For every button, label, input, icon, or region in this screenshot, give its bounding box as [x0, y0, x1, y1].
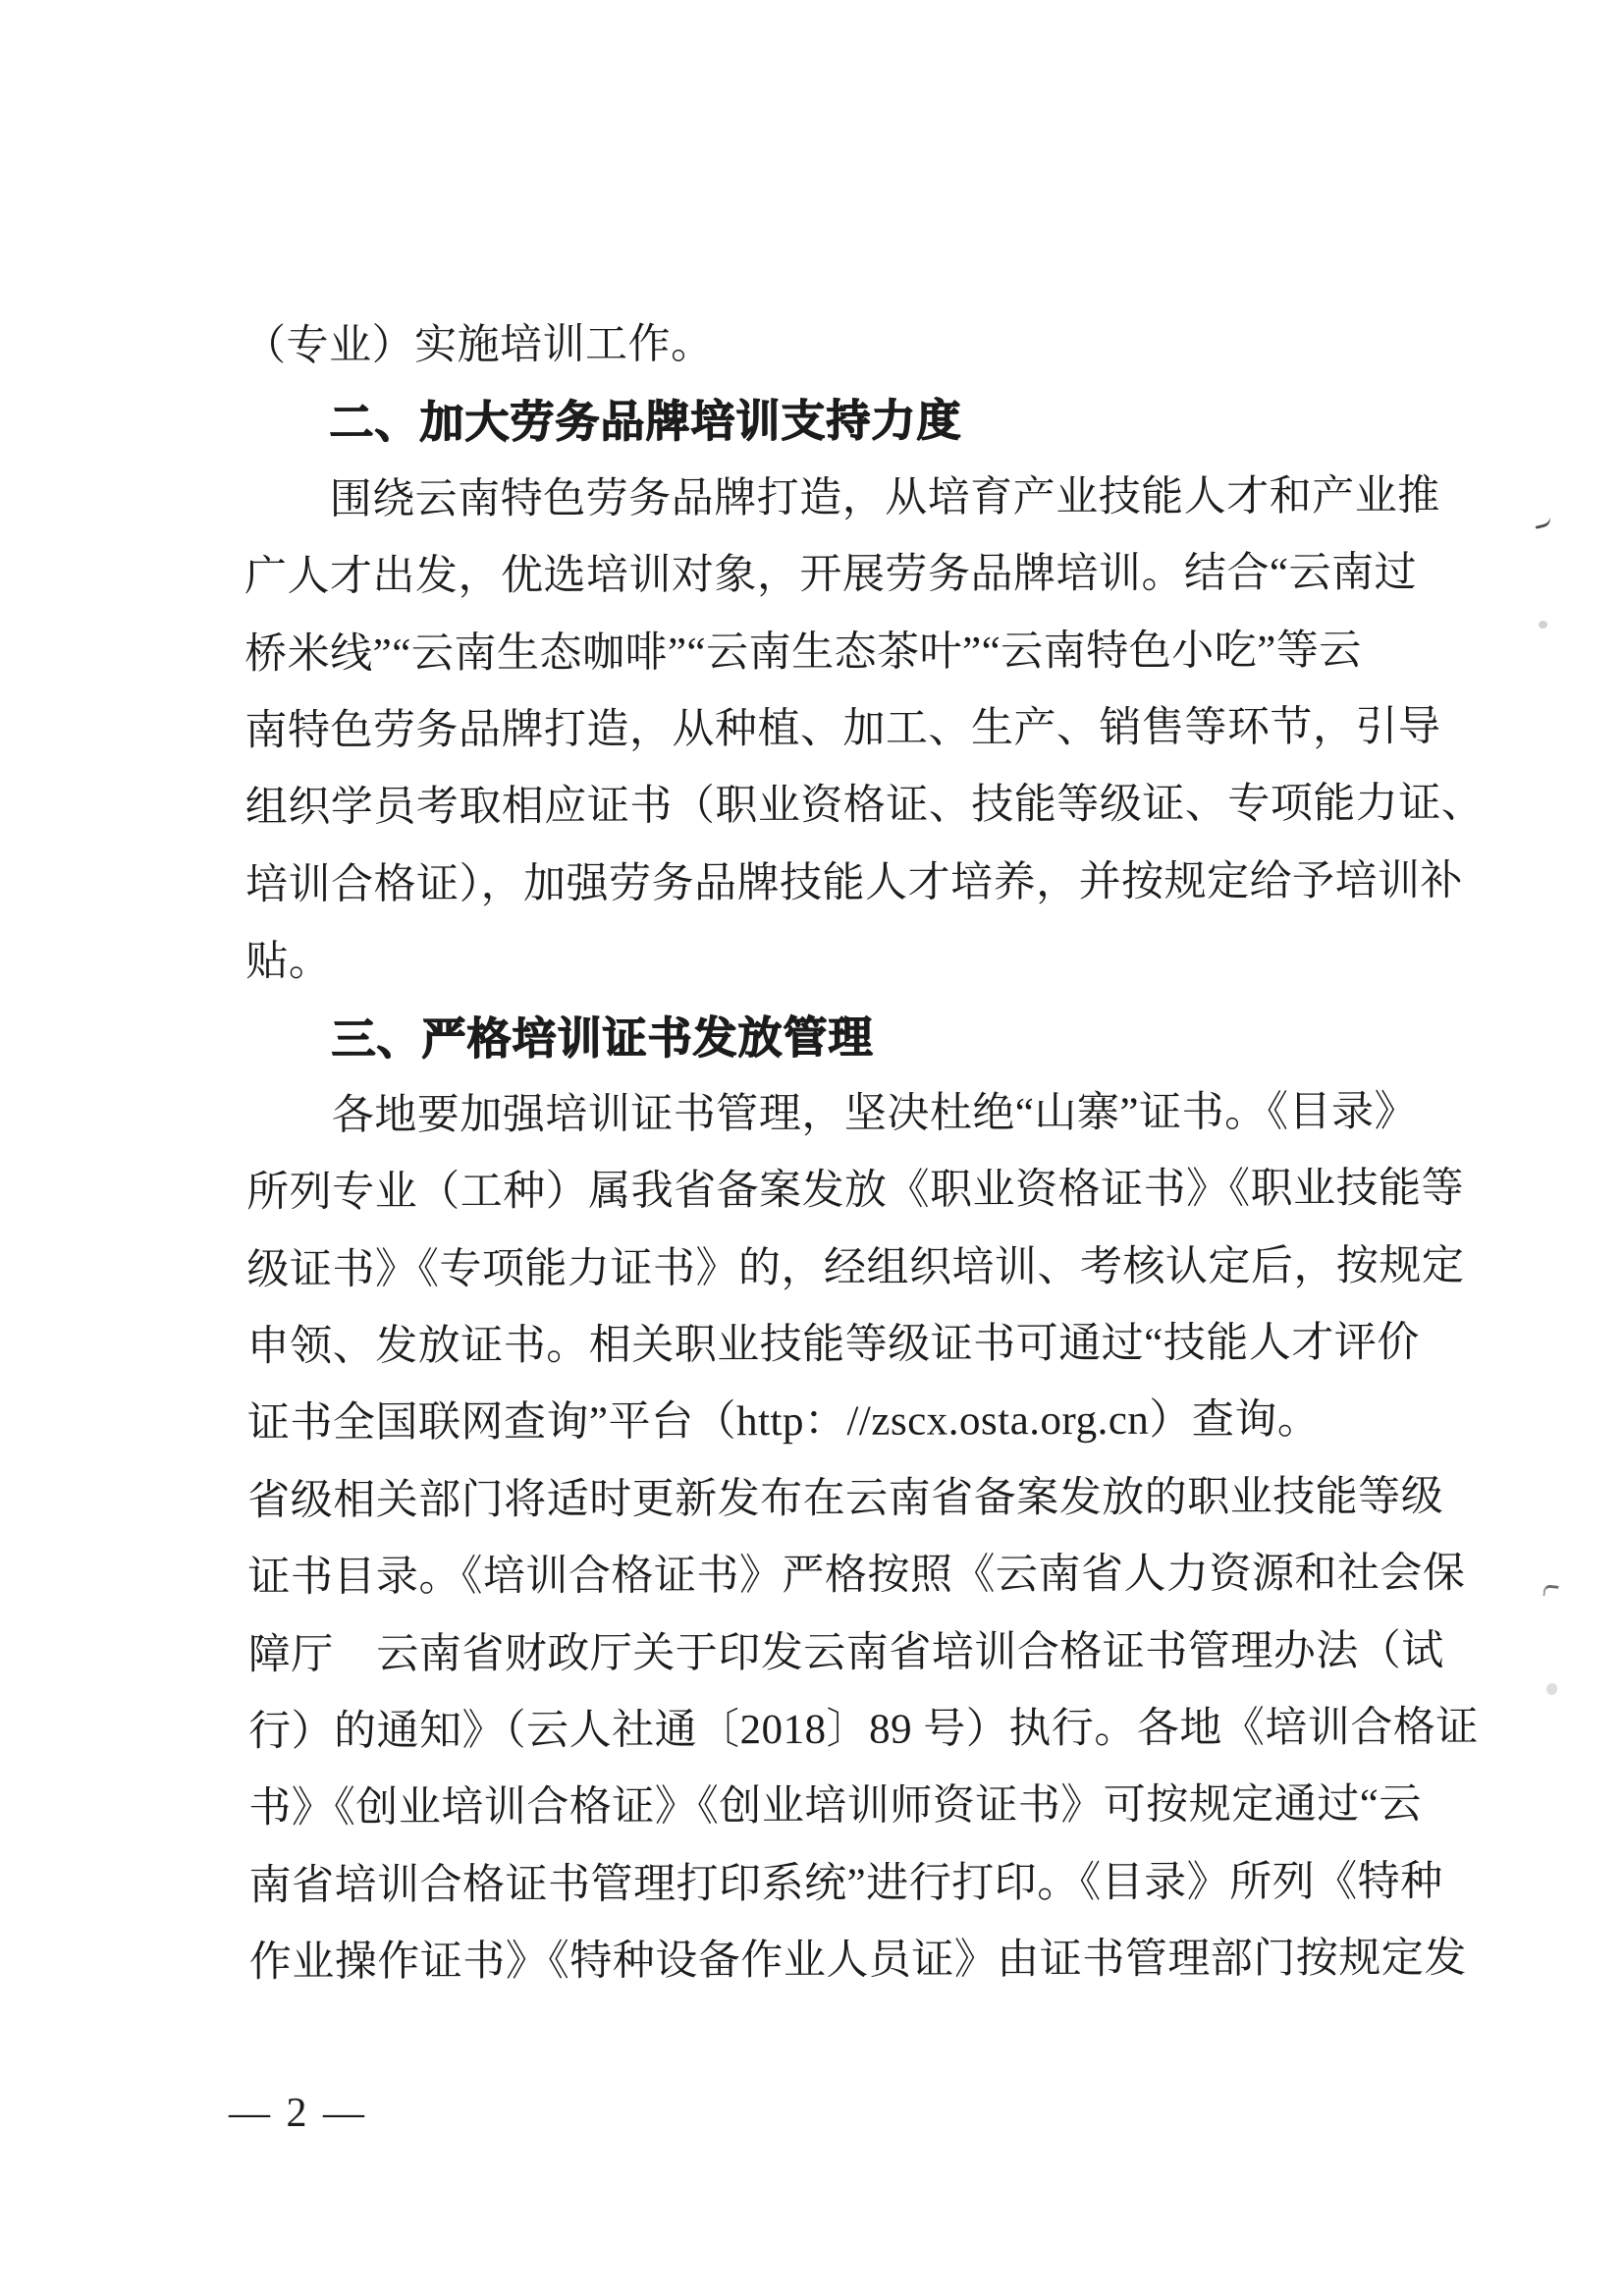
- section-heading: 三、严格培训证书发放管理: [331, 1011, 874, 1065]
- page-number: — 2 —: [229, 2091, 367, 2136]
- text-line: 贴。: [245, 938, 332, 986]
- text-line: 级证书》《专项能力证书》的，经组织培训、考核认定后，按规定: [246, 1242, 1465, 1293]
- document-body: [243, 304, 1485, 2002]
- text-line: 障厅 云南省财政厅关于印发云南省培训合格证书管理办法（试: [247, 1627, 1444, 1678]
- text-line: 书》《创业培训合格证》《创业培训师资证书》可按规定通过“云: [248, 1781, 1423, 1832]
- text-line: （专业）实施培训工作。: [243, 321, 714, 369]
- text-line: 各地要加强培训证书管理，坚决杜绝“山寨”证书。《目录》: [331, 1088, 1418, 1139]
- text-line: 作业操作证书》《特种设备作业人员证》由证书管理部门按规定发: [248, 1935, 1467, 1987]
- text-line: 广人才出发，优选培训对象，开展劳务品牌培训。结合“云南过: [243, 550, 1418, 601]
- text-line: 围绕云南特色劳务品牌打造，从培育产业技能人才和产业推: [329, 472, 1440, 523]
- text-line: 组织学员考取相应证书（职业资格证、技能等级证、专项能力证、: [244, 780, 1485, 832]
- text-line: 省级相关部门将适时更新发布在云南省备案发放的职业技能等级: [247, 1473, 1444, 1524]
- text-line: 证书目录。《培训合格证书》严格按照《云南省人力资源和社会保: [247, 1550, 1466, 1602]
- text-line: 培训合格证），加强劳务品牌技能人才培养，并按规定给予培训补: [244, 857, 1464, 908]
- text-line: 所列专业（工种）属我省备案发放《职业资格证书》《职业技能等: [246, 1165, 1465, 1217]
- text-line: 申领、发放证书。相关职业技能等级证书可通过“技能人才评价: [246, 1319, 1420, 1371]
- section-heading: 二、加大劳务品牌培训支持力度: [329, 395, 962, 449]
- scan-artifact: [1539, 621, 1547, 629]
- scan-artifact: [1534, 517, 1552, 529]
- text-line: 桥米线”“云南生态咖啡”“云南生态茶叶”“云南特色小吃”等云: [244, 627, 1362, 678]
- text-line: 证书全国联网查询”平台（http：//zscx.osta.org.cn）查询。: [246, 1396, 1321, 1448]
- text-line: 南特色劳务品牌打造，从种植、加工、生产、销售等环节，引导: [244, 703, 1441, 754]
- text-line: 南省培训合格证书管理打印系统”进行打印。《目录》所列《特种: [248, 1858, 1443, 1909]
- scan-artifact: [1546, 1683, 1557, 1695]
- text-line: 行）的通知》（云人社通〔2018〕89 号）执行。各地《培训合格证: [247, 1704, 1479, 1756]
- scan-artifact: [1542, 1584, 1558, 1598]
